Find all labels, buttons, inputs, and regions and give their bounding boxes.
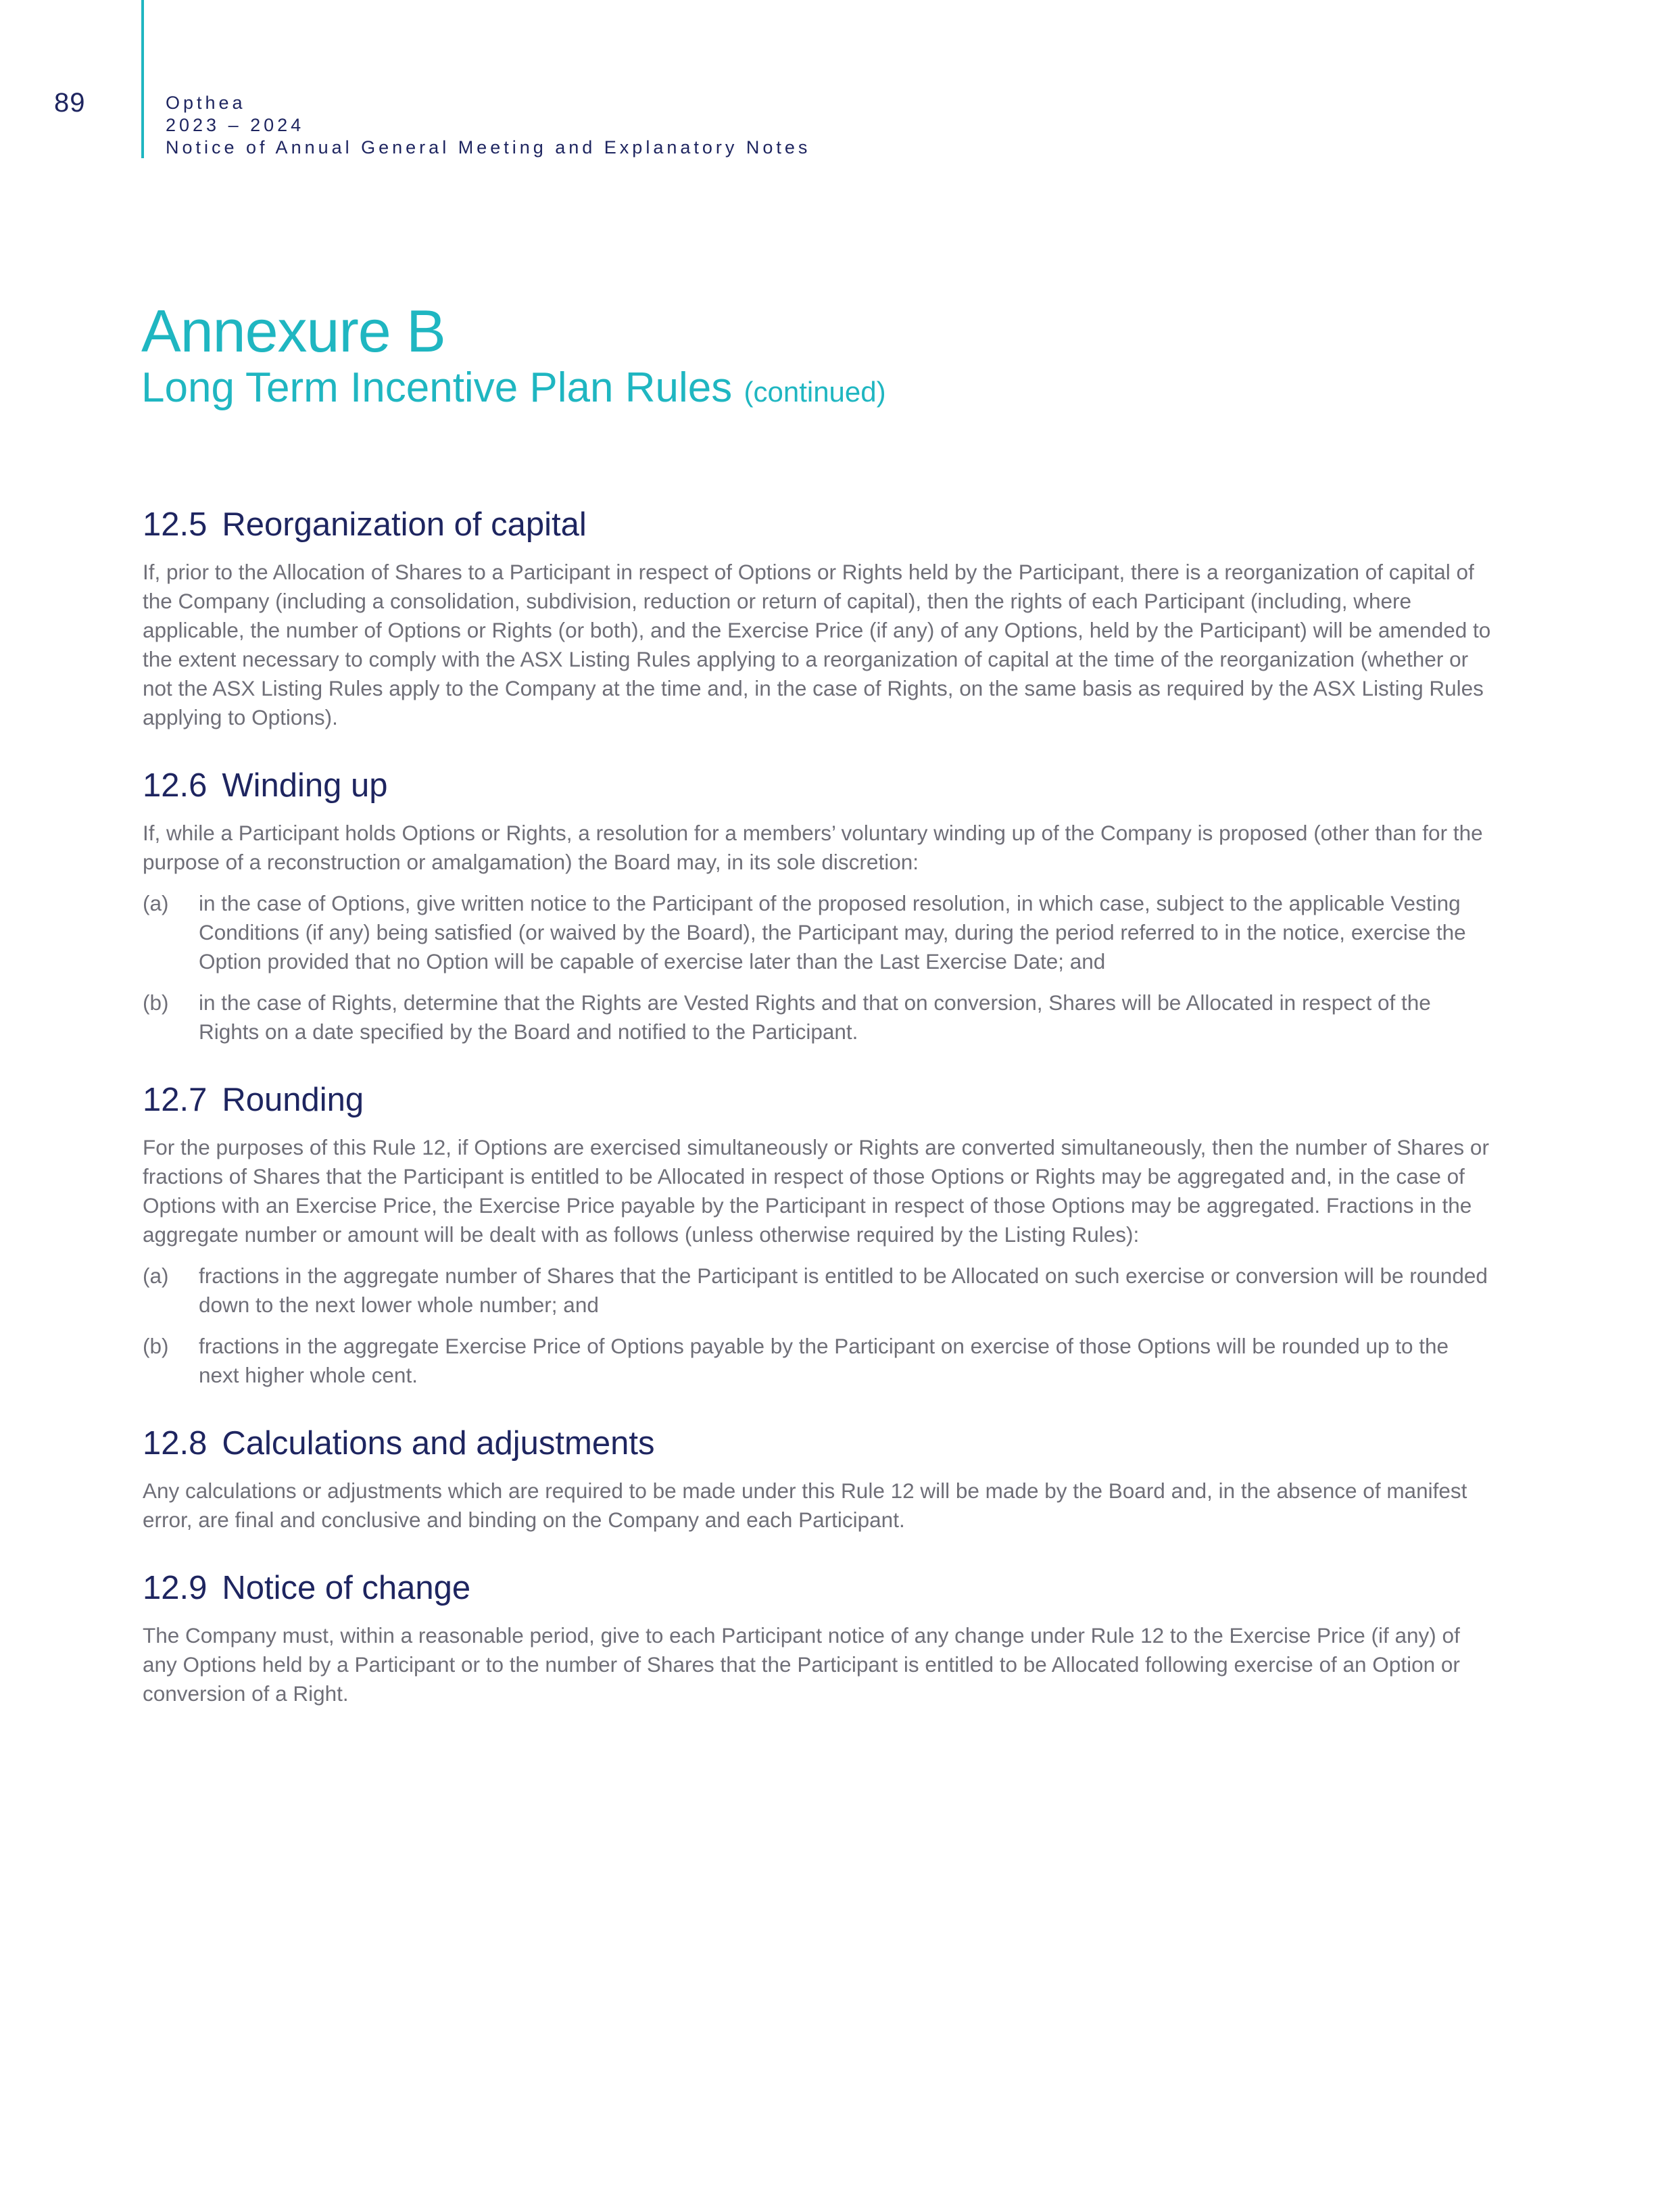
section-paragraph: Any calculations or adjustments which are required to be made under this Rule 12 will be made by the Board and, in the absence of manifest error, are final and conclusive and binding on the Company and each Participant. [143,1478,1467,1532]
section-title: Calculations and adjustments [222,1425,655,1462]
section-heading [143,1422,1494,1464]
list-item [143,889,1494,976]
running-header [166,92,810,159]
section-heading [143,1079,1494,1121]
annexure-title: Annexure B [141,297,445,364]
section-number: 12.9 [143,1570,208,1606]
section-12-5 [143,504,1494,732]
list-marker: (b) [143,990,169,1015]
list-item-text: fractions in the aggregate number of Shares that the Participant is entitled to be Allocated on such exercise or conversion will be rounded down to the next lower whole number; and [199,1264,1488,1317]
section-title: Reorganization of capital [222,506,587,543]
list-marker: (a) [143,891,169,915]
section-number: 12.6 [143,767,208,804]
section-12-7 [143,1079,1494,1390]
list-item [143,1332,1494,1390]
list-item [143,988,1494,1047]
list-item [143,1261,1494,1320]
company-name: Opthea [166,93,246,113]
list-marker: (a) [143,1264,169,1288]
section-number: 12.5 [143,506,208,543]
section-number: 12.8 [143,1425,208,1462]
list-item-text: in the case of Rights, determine that the Rights are Vested Rights and that on conversion, Shares will be Allocated in respect of the Rights on a date specified by the Board and notified to the Participant. [199,990,1431,1044]
section-title: Winding up [222,767,388,804]
rules-content [143,504,1494,1741]
continued-label: (continued) [744,376,886,408]
annexure-subtitle [141,364,1561,416]
list-marker: (b) [143,1334,169,1358]
section-title: Notice of change [222,1570,471,1606]
section-12-8 [143,1422,1494,1535]
header-divider [141,0,144,158]
section-paragraph: The Company must, within a reasonable period, give to each Participant notice of any change under Rule 12 to the Exercise Price (if any) of any Options held by a Participant or to the number of Shares that the Participant is entitled to be Allocated following exercise of an Option or conversion of a Right. [143,1623,1460,1706]
section-12-9 [143,1567,1494,1708]
section-number: 12.7 [143,1082,208,1118]
section-heading [143,504,1494,546]
list-item-text: in the case of Options, give written notice to the Participant of the proposed resolution, in which case, subject to the applicable Vesting Conditions (if any) being satisfied (or waived by the Board), the Participant may, during the period referred to in the notice, exercise the Option provided that no Option will be capable of exercise later than the Last Exercise Date; and [199,891,1466,973]
annexure-title-block [141,297,1561,416]
section-paragraph: If, prior to the Allocation of Shares to a Participant in respect of Options or Rights held by the Participant, there is a reorganization of capital of the Company (including a consolidation, subdivision, reduction or return of capital), then the rights of each Participant (including, where applicable, the number of Options or Rights (or both), and the Exercise Price (if any) of any Options, held by the Participant) will be amended to the extent necessary to comply with the ASX Listing Rules applying to a reorganization of capital at the time of the reorganization (whether or not the ASX Listing Rules apply to the Company at the time and, in the case of Rights, on the same basis as required by the ASX Listing Rules applying to Options). [143,560,1491,729]
annexure-subtitle-text: Long Term Incentive Plan Rules [141,364,733,411]
list-item-text: fractions in the aggregate Exercise Price of Options payable by the Participant on exercise of those Options will be rounded up to the next higher whole cent. [199,1334,1449,1387]
section-paragraph: For the purposes of this Rule 12, if Options are exercised simultaneously or Rights are converted simultaneously, then the number of Shares or fractions of Shares that the Participant is entitled to be Allocated in respect of those Options or Rights may be aggregated and, in the case of Options with an Exercise Price, the Exercise Price payable by the Participant in respect of those Options may be aggregated. Fractions in the aggregate number or amount will be dealt with as follows (unless otherwise required by the Listing Rules): [143,1135,1489,1247]
report-years: 2023 – 2024 [166,115,305,135]
section-heading [143,1567,1494,1609]
section-paragraph: If, while a Participant holds Options or Rights, a resolution for a members’ voluntary winding up of the Company is proposed (other than for the purpose of a reconstruction or amalgamation) the Board may, in its sole discretion: [143,821,1483,874]
document-title: Notice of Annual General Meeting and Explanatory Notes [166,137,811,158]
section-heading [143,765,1494,807]
section-title: Rounding [222,1082,364,1118]
page-number: 89 [54,88,86,118]
section-12-6 [143,765,1494,1047]
